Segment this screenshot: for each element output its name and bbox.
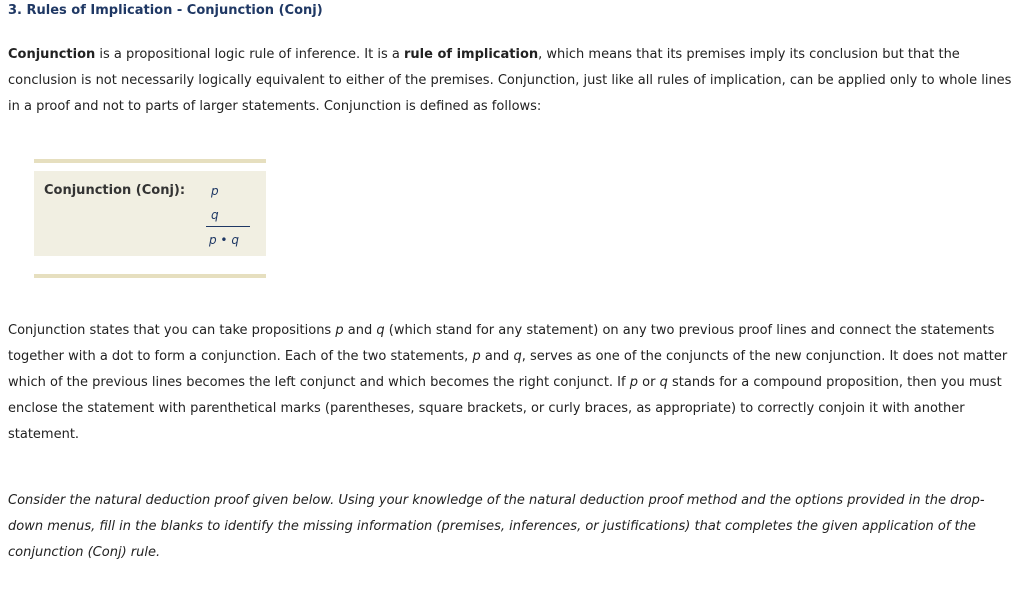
instruction-paragraph: Consider the natural deduction proof given below. Using your knowledge of the natural deduction proof method and the options provided in the drop-down menus, fill in the blanks to identify the missing information (premises, inferences, or justifications) that completes the given application of the conjunction (Conj) rule.	[8, 493, 985, 560]
variable-q: q	[513, 349, 522, 364]
rule-label: Conjunction (Conj):	[44, 183, 186, 198]
term-conjunction: Conjunction	[8, 47, 96, 62]
variable-p: p	[629, 375, 638, 390]
explanation-paragraph	[8, 318, 1012, 448]
explanation-text: Conjunction states that you can take propositions	[8, 323, 336, 338]
explanation-text: and	[480, 349, 514, 364]
explanation-text: or	[638, 375, 660, 390]
explanation-text: stands for a compound proposition, then you must enclose the statement with parenthetical marks (parentheses, square brackets, or curly braces, as appropriate) to correctly conjoin it with another statement.	[8, 375, 1002, 442]
rule-box-top-border	[34, 159, 266, 163]
term-rule-of-implication: rule of implication	[404, 47, 539, 62]
explanation-text: (which stand for any statement) on any two previous proof lines and connect the statements together with a dot to form a conjunction. Each of the two statements,	[8, 323, 995, 364]
variable-q: q	[376, 323, 385, 338]
inference-line	[206, 226, 250, 227]
rule-conclusion: p • q	[209, 233, 239, 247]
rule-box-panel	[34, 171, 266, 256]
intro-text-2: , which means that its premises imply its conclusion but that the conclusion is not necessarily logically equivalent to either of the premises. Conjunction, just like all rules of implication, can be applied only to whole lines in a proof and not to parts of larger statements. Conjunction is defined as follows:	[8, 47, 1012, 114]
rule-premise-2: q	[211, 208, 219, 222]
explanation-text: , serves as one of the conjuncts of the new conjunction. It does not matter which of the previous lines becomes the left conjunct and which becomes the right conjunct. If	[8, 349, 1008, 390]
rule-box-bottom-border	[34, 274, 266, 278]
rule-premise-1: p	[211, 184, 219, 198]
section-title: 3. Rules of Implication - Conjunction (Conj)	[8, 3, 323, 18]
conjunction-rule-box	[34, 159, 266, 279]
intro-paragraph	[8, 42, 1012, 120]
intro-text-1: is a propositional logic rule of inference. It is a	[95, 47, 404, 62]
explanation-text: and	[343, 323, 377, 338]
variable-p: p	[472, 349, 481, 364]
variable-q: q	[659, 375, 668, 390]
variable-p: p	[335, 323, 344, 338]
